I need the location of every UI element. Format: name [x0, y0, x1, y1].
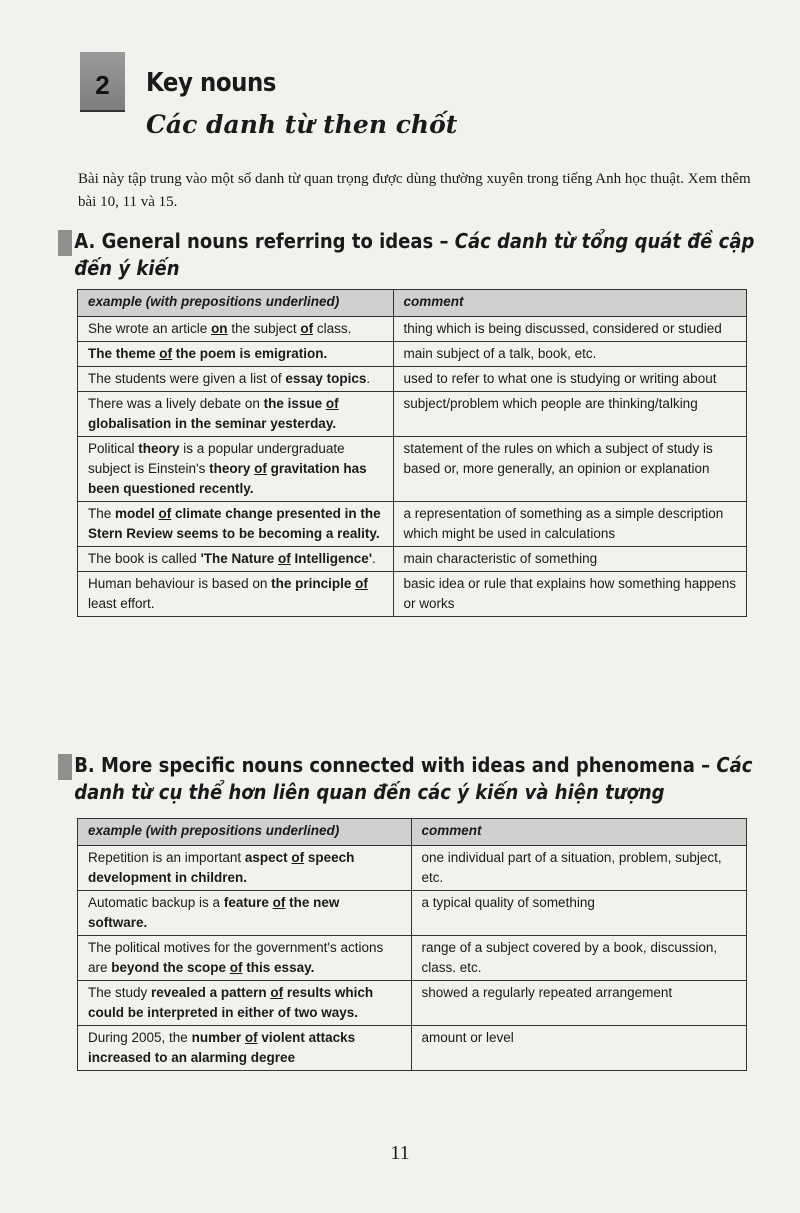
key-noun: the poem is emigration. [172, 346, 328, 361]
section-a-heading-en: A. General nouns referring to ideas – [74, 229, 455, 253]
example-cell [78, 572, 394, 617]
key-noun: climate change presented in the Stern Review seems to be becoming a reality. [88, 506, 381, 541]
example-text: is a popular undergraduate subject is Einstein's [88, 441, 345, 476]
comment-cell: a typical quality of something [411, 891, 747, 936]
key-noun: the new software. [88, 895, 340, 930]
section-b-heading-vi: Các danh từ cụ thể hơn liên quan đến các ý kiến và hiện tượng [74, 753, 753, 804]
example-text: class. [313, 321, 352, 336]
table-row [78, 891, 747, 936]
example-cell [78, 936, 412, 981]
example-text: least effort. [88, 596, 155, 611]
example-cell [78, 317, 394, 342]
example-cell [78, 502, 394, 547]
example-text: Political [88, 441, 139, 456]
example-text: There was a lively debate on [88, 396, 264, 411]
table-row [78, 981, 747, 1026]
key-noun: the issue [263, 396, 326, 411]
table-row [78, 392, 747, 437]
underlined-preposition: of [272, 895, 286, 910]
underlined-preposition: of [229, 960, 243, 975]
key-noun: this essay. [242, 960, 315, 975]
key-noun: gravitation has been questioned recently. [88, 461, 367, 496]
key-noun: theory [209, 461, 255, 476]
unit-number-box [80, 52, 125, 112]
example-cell [78, 981, 412, 1026]
comment-cell: one individual part of a situation, problem, subject, etc. [411, 846, 747, 891]
comment-cell: main characteristic of something [393, 547, 746, 572]
comment-cell: basic idea or rule that explains how something happens or works [393, 572, 746, 617]
key-noun: number [191, 1030, 245, 1045]
example-text: the subject [227, 321, 301, 336]
key-noun: The theme [88, 346, 160, 361]
example-text: . [366, 371, 371, 386]
key-noun: results which could be interpreted in either of two ways. [88, 985, 374, 1020]
underlined-preposition: of [159, 346, 173, 361]
section-a-heading [58, 228, 768, 282]
comment-cell: used to refer to what one is studying or writing about [393, 367, 746, 392]
col-comment-header: comment [393, 290, 746, 317]
example-text: She wrote an article [88, 321, 212, 336]
underlined-preposition: of [158, 506, 172, 521]
table-row [78, 1026, 747, 1071]
table-row [78, 317, 747, 342]
example-text: During 2005, the [88, 1030, 192, 1045]
underlined-preposition: of [325, 396, 339, 411]
example-cell [78, 1026, 412, 1071]
example-cell [78, 437, 394, 502]
key-noun: theory [138, 441, 180, 456]
example-cell [78, 367, 394, 392]
example-text: The study [88, 985, 152, 1000]
comment-cell: subject/problem which people are thinking/talking [393, 392, 746, 437]
table-row [78, 846, 747, 891]
key-noun: beyond the scope [111, 960, 230, 975]
table-row [78, 547, 747, 572]
underlined-preposition: on [211, 321, 228, 336]
table-row [78, 437, 747, 502]
underlined-preposition: of [270, 985, 284, 1000]
example-text: Repetition is an important [88, 850, 245, 865]
example-cell [78, 342, 394, 367]
unit-title-en: Key nouns [146, 68, 276, 98]
comment-cell: main subject of a talk, book, etc. [393, 342, 746, 367]
key-noun: model [115, 506, 159, 521]
example-text: Automatic backup is a [88, 895, 224, 910]
key-noun: essay topics [285, 371, 367, 386]
example-cell [78, 392, 394, 437]
key-noun: 'The Nature [200, 551, 279, 566]
comment-cell: a representation of something as a simple description which might be used in calculations [393, 502, 746, 547]
underlined-preposition: of [244, 1030, 258, 1045]
section-b-heading-en: B. More specific nouns connected with ideas and phenomena – [74, 753, 717, 777]
key-noun: speech development in children. [88, 850, 355, 885]
table-row [78, 342, 747, 367]
underlined-preposition: of [254, 461, 267, 476]
section-b-table [77, 818, 747, 1071]
col-example-header: example (with prepositions underlined) [78, 819, 412, 846]
key-noun: violent attacks increased to an alarming degree [88, 1030, 356, 1065]
section-a-heading-vi: Các danh từ tổng quát đề cập đến ý kiến [74, 229, 755, 280]
comment-cell: thing which is being discussed, considered or studied [393, 317, 746, 342]
comment-cell: amount or level [411, 1026, 747, 1071]
key-noun: Intelligence' [290, 551, 373, 566]
key-noun: feature [223, 895, 273, 910]
example-text: Human behaviour is based on [88, 576, 272, 591]
unit-number: 2 [95, 70, 110, 100]
example-text: The political motives for the government's actions are [88, 940, 384, 975]
comment-cell: showed a regularly repeated arrangement [411, 981, 747, 1026]
table-row [78, 502, 747, 547]
unit-title-vi: Các danh từ then chốt [146, 110, 458, 139]
intro-paragraph: Bài này tập trung vào một số danh từ quan trọng được dùng thường xuyên trong tiếng Anh học thuật. Xem thêm bài 10, 11 và 15. [78, 171, 751, 210]
key-noun: globalisation in the seminar yesterday. [88, 416, 337, 431]
col-example-header: example (with prepositions underlined) [78, 290, 394, 317]
col-comment-header: comment [411, 819, 747, 846]
section-a-table [77, 289, 747, 617]
example-text: . [372, 551, 376, 566]
underlined-preposition: of [300, 321, 314, 336]
example-text: The students were given a list of [88, 371, 286, 386]
table-row [78, 936, 747, 981]
example-cell [78, 547, 394, 572]
key-noun: revealed a pattern [151, 985, 271, 1000]
key-noun: the principle [271, 576, 352, 591]
page-number: 11 [390, 1142, 410, 1164]
table-row [78, 572, 747, 617]
example-cell [78, 846, 412, 891]
example-cell [78, 891, 412, 936]
comment-cell: statement of the rules on which a subject of study is based or, more generally, an opinion or explanation [393, 437, 746, 502]
key-noun: aspect [244, 850, 292, 865]
comment-cell: range of a subject covered by a book, discussion, class. etc. [411, 936, 747, 981]
example-text: The [88, 506, 116, 521]
section-b-heading [58, 752, 768, 806]
example-text: The book is called [88, 551, 201, 566]
underlined-preposition: of [278, 551, 291, 566]
underlined-preposition: of [291, 850, 305, 865]
underlined-preposition: of [355, 576, 368, 591]
table-row [78, 367, 747, 392]
